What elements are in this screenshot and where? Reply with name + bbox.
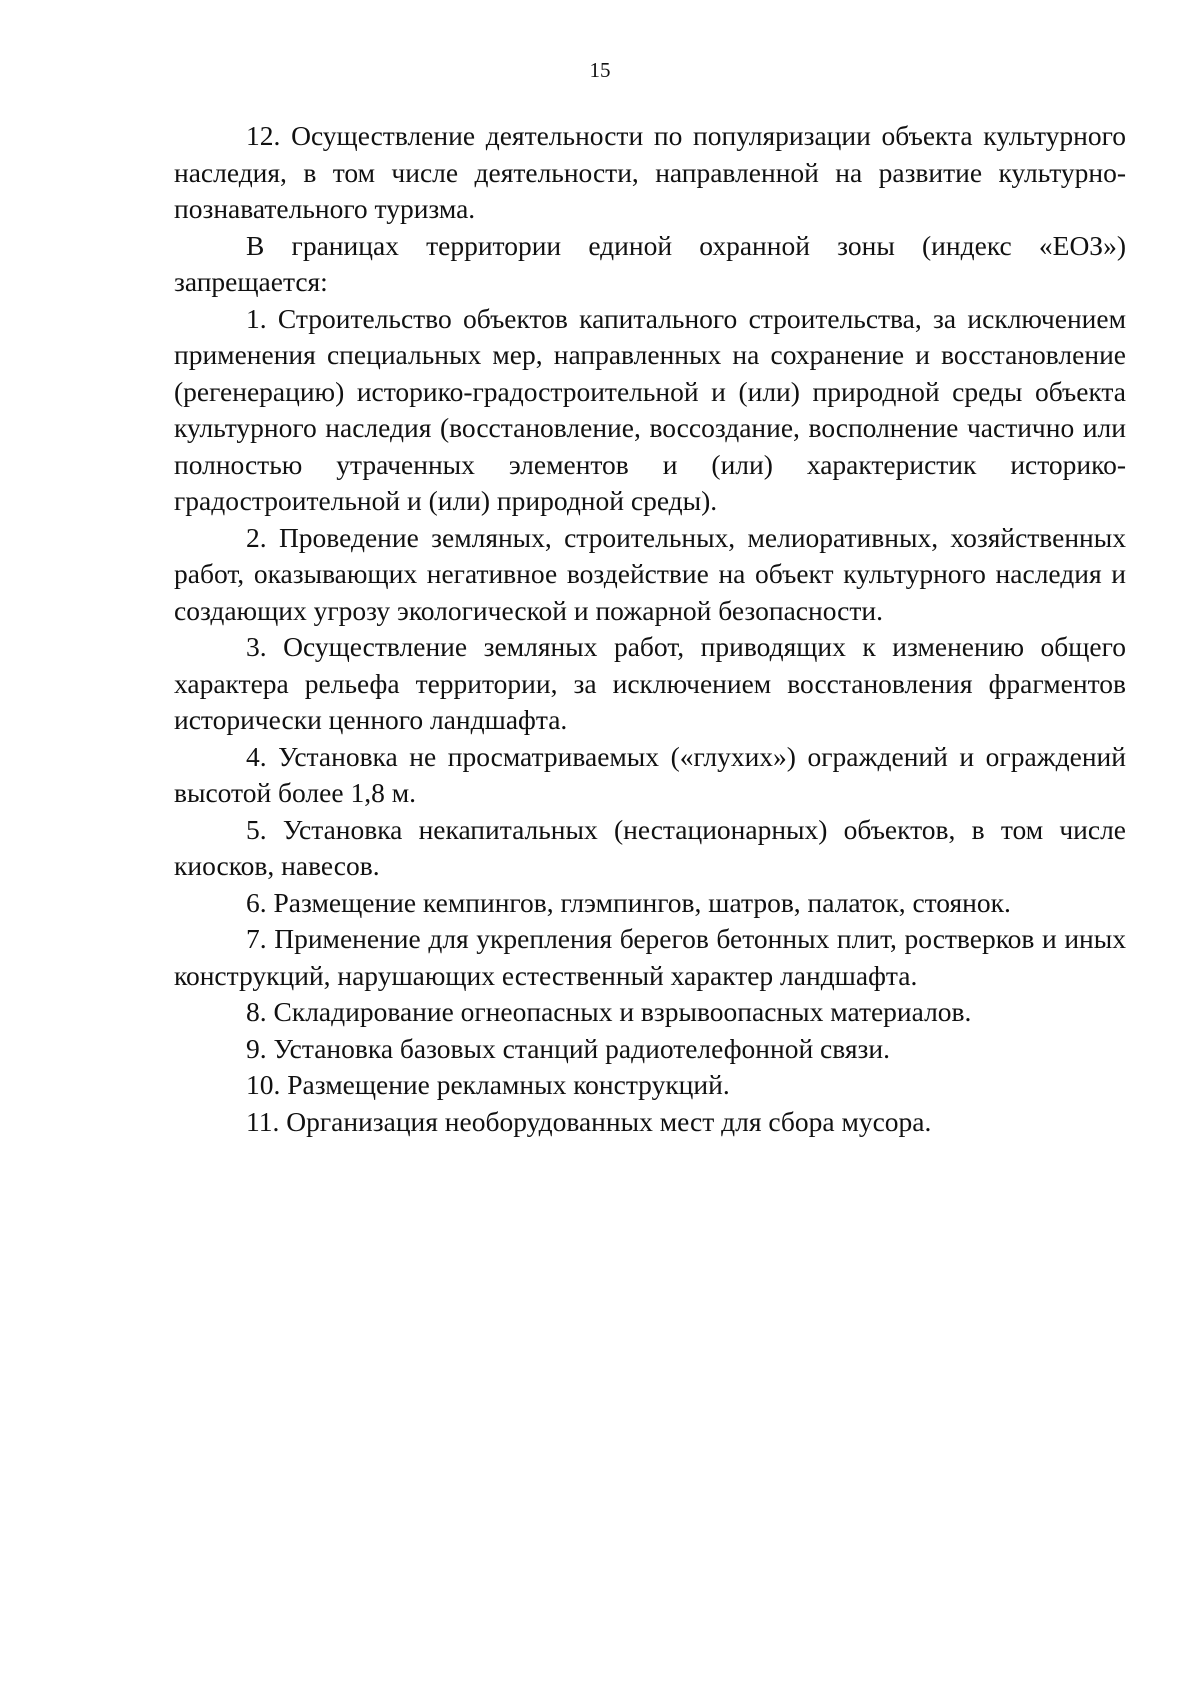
paragraph-prohibition-6: 6. Размещение кемпингов, глэмпингов, шатров, палаток, стоянок. [246, 886, 1011, 918]
paragraph-prohibition-4: 4. Установка не просматриваемых («глухих») ограждений и ограждений высотой более 1,8 м. [174, 740, 1126, 808]
paragraph-prohibition-3: 3. Осуществление земляных работ, приводящих к изменению общего характера рельефа территории, за исключением восстановления фрагментов исторически ценного ландшафта. [174, 631, 1126, 735]
paragraph-item-12-popularization: 12. Осуществление деятельности по популяризации объекта культурного наследия, в том числе деятельности, направленной на развитие культурно-познавательного туризма. [174, 120, 1126, 224]
paragraph-prohibition-8: 8. Складирование огнеопасных и взрывоопасных материалов. [246, 996, 972, 1027]
paragraph-prohibition-5: 5. Установка некапитальных (нестационарных) объектов, в том числе киосков, навесов. [174, 813, 1126, 881]
paragraph-prohibition-1: 1. Строительство объектов капитального строительства, за исключением применения специальных мер, направленных на сохранение и восстановление (регенерацию) историко-градостроительной и (или) природной среды объекта культурного наследия (восстановление, воссоздание, восполнение частично или полностью утраченных элементов и (или) характеристик историко-градостроительной и (или) природной среды). [174, 302, 1126, 516]
paragraph-prohibition-11: 11. Организация необорудованных мест для сбора мусора. [246, 1105, 932, 1137]
document-body [174, 118, 1126, 1140]
paragraph-eoz-prohibitions-intro: В границах территории единой охранной зоны (индекс «ЕОЗ») запрещается: [174, 229, 1126, 297]
paragraph-prohibition-2: 2. Проведение земляных, строительных, мелиоративных, хозяйственных работ, оказывающих негативное воздействие на объект культурного наследия и создающих угрозу экологической и пожарной безопасности. [174, 521, 1126, 626]
paragraph-prohibition-7: 7. Применение для укрепления берегов бетонных плит, ростверков и иных конструкций, нарушающих естественный характер ландшафта. [174, 923, 1126, 991]
paragraph-prohibition-9: 9. Установка базовых станций радиотелефонной связи. [246, 1032, 890, 1064]
paragraph-prohibition-10: 10. Размещение рекламных конструкций. [246, 1069, 730, 1100]
page-number: 15 [589, 58, 611, 82]
